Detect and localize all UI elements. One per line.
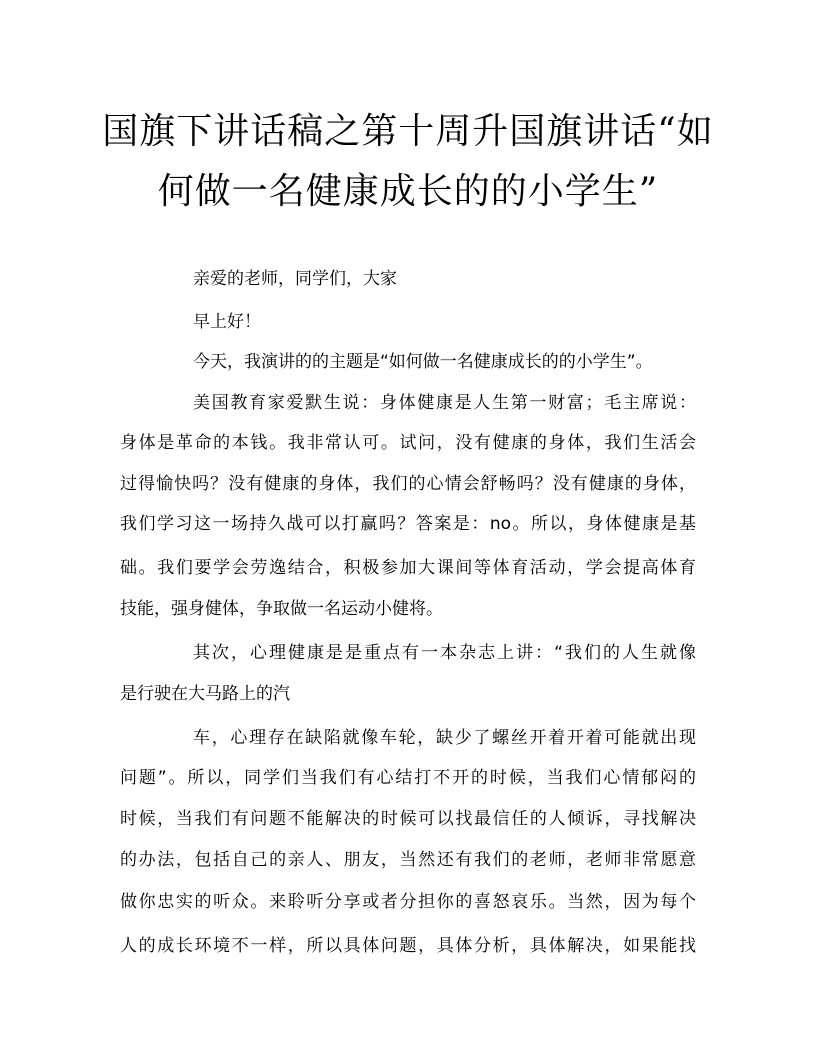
paragraph-line: 础。我们要学会劳逸结合，积极参加大课间等体育活动，学会提高体育 — [120, 558, 696, 578]
paragraph-line: 车，心理存在缺陷就像车轮，缺少了螺丝开着开着可能就出现 — [193, 728, 696, 748]
paragraph-line: 时候，当我们有问题不能解决的时候可以找最信任的人倾诉，寻找解决 — [120, 809, 696, 829]
document-title-line-2: 何做一名健康成长的的小学生” — [157, 171, 659, 212]
greeting-morning: 早上好！ — [193, 312, 261, 332]
topic-line: 今天，我演讲的的主题是“如何做一名健康成长的的小学生”。 — [193, 352, 653, 372]
paragraph-line: 身体是革命的本钱。我非常认可。试问，没有健康的身体，我们生活会 — [120, 433, 696, 453]
document-title-line-1: 国旗下讲话稿之第十周升国旗讲话“如 — [102, 111, 714, 152]
paragraph-line: 问题”。所以，同学们当我们有心结打不开的时候，当我们心情郁闷的 — [120, 768, 696, 788]
paragraph-line: 美国教育家爱默生说：身体健康是人生第一财富；毛主席说： — [193, 393, 696, 413]
greeting-line: 亲爱的老师，同学们，大家 — [193, 269, 397, 289]
paragraph-line: 是行驶在大马路上的汽 — [120, 684, 290, 704]
paragraph-line: 过得愉快吗？没有健康的身体，我们的心情会舒畅吗？没有健康的身体， — [120, 474, 696, 494]
paragraph-line: 其次，心理健康是是重点有一本杂志上讲：“我们的人生就像 — [193, 643, 696, 663]
paragraph-line: 我们学习这一场持久战可以打赢吗？答案是：no。所以，身体健康是基 — [120, 514, 696, 534]
paragraph-line: 的办法，包括自己的亲人、朋友，当然还有我们的老师，老师非常愿意 — [120, 850, 696, 870]
paragraph-line: 人的成长环境不一样，所以具体问题，具体分析，具体解决，如果能找 — [120, 936, 696, 956]
paragraph-line: 技能，强身健体，争取做一名运动小健将。 — [120, 599, 443, 619]
paragraph-line: 做你忠实的听众。来聆听分享或者分担你的喜怒哀乐。当然，因为每个 — [120, 892, 696, 912]
